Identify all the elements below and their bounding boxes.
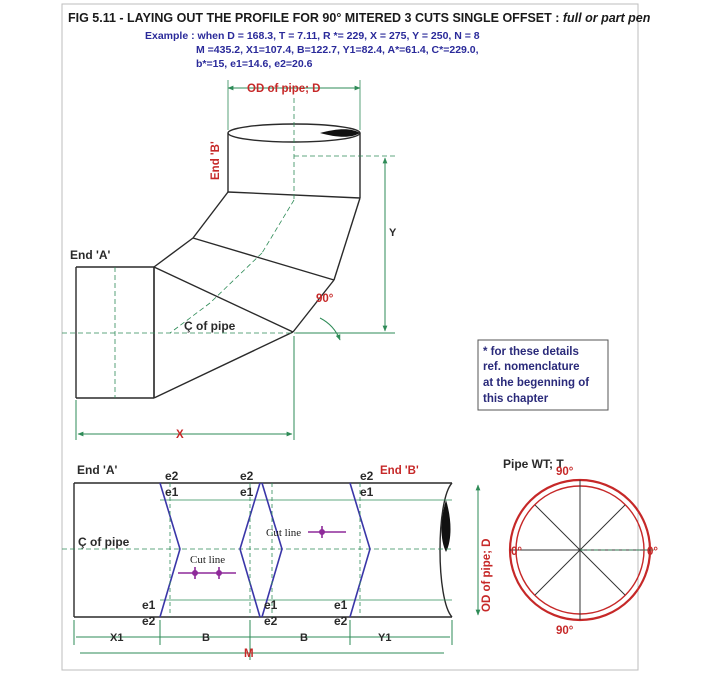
e2-top-1: e2	[165, 469, 179, 483]
example-line-2: M =435.2, X1=107.4, B=122.7, Y1=82.4, A*=61.4, C*=229.0,	[196, 44, 479, 56]
angle-arc	[320, 318, 340, 340]
e2-bottom-1: e2	[142, 614, 156, 628]
end-a-label: End 'A'	[70, 248, 111, 262]
layout-outline	[74, 483, 452, 617]
layout-cut-guides	[170, 483, 360, 617]
figure-border	[62, 4, 638, 670]
x-label: X	[176, 429, 184, 441]
circle-angle-top: 90°	[556, 466, 574, 478]
elbow-drawing	[76, 80, 360, 398]
layout-centerline-label: Ç of pipe	[78, 535, 130, 549]
m-label: M	[244, 648, 254, 660]
cut-line-label-1: Cut line	[190, 554, 226, 566]
bottom-dimensions	[74, 620, 452, 660]
figure-title: FIG 5.11 - LAYING OUT THE PROFILE FOR 90° MITERED 3 CUTS SINGLE OFFSET : full or part pen	[68, 11, 651, 25]
e1-bottom-3: e1	[334, 598, 348, 612]
example-line-3: b*=15, e1=14.6, e2=20.6	[196, 58, 313, 70]
layout-cut-profiles	[160, 483, 370, 617]
note-line-4: this chapter	[483, 393, 549, 405]
circle-angle-bottom: 90°	[556, 625, 574, 637]
y1-label: Y1	[378, 632, 392, 644]
cut-line-markers	[178, 526, 346, 579]
note-line-2: ref. nomenclature	[483, 361, 580, 373]
example-line-1: Example : when D = 168.3, T = 7.11, R *= 229, X = 275, Y = 250, N = 8	[145, 30, 480, 42]
pipe-section	[510, 480, 656, 620]
b-label-2: B	[300, 632, 308, 644]
e1-top-3: e1	[360, 485, 374, 499]
angle-90-label: 90°	[316, 293, 334, 305]
e1-bottom-1: e1	[142, 598, 156, 612]
note-line-1: * for these details	[483, 346, 579, 358]
circle-angle-left: 0°	[511, 546, 522, 558]
b-label-1: B	[202, 632, 210, 644]
x-dimension	[76, 336, 294, 440]
y-label: Y	[389, 227, 397, 239]
centerline-label: Ç of pipe	[184, 319, 236, 333]
end-b-label: End 'B'	[210, 141, 222, 180]
e2-top-3: e2	[360, 469, 374, 483]
pipe-wt-label: Pipe WT; T	[503, 457, 564, 471]
e2-bottom-2: e2	[264, 614, 278, 628]
layout-end-b-label: End 'B'	[380, 465, 419, 477]
x1-label: X1	[110, 632, 124, 644]
od-vertical-label: OD of pipe; D	[481, 538, 493, 612]
e1-top-1: e1	[165, 485, 179, 499]
layout-e-lines	[160, 500, 452, 600]
circle-angle-right: 0°	[647, 546, 658, 558]
note-line-3: at the begenning of	[483, 377, 590, 389]
e2-bottom-3: e2	[334, 614, 348, 628]
cut-line-label-2: Cut line	[266, 527, 302, 539]
layout-end-a-label: End 'A'	[77, 463, 118, 477]
e2-top-2: e2	[240, 469, 254, 483]
e1-bottom-2: e1	[264, 598, 278, 612]
e1-top-2: e1	[240, 485, 254, 499]
od-label: OD of pipe; D	[247, 83, 321, 95]
